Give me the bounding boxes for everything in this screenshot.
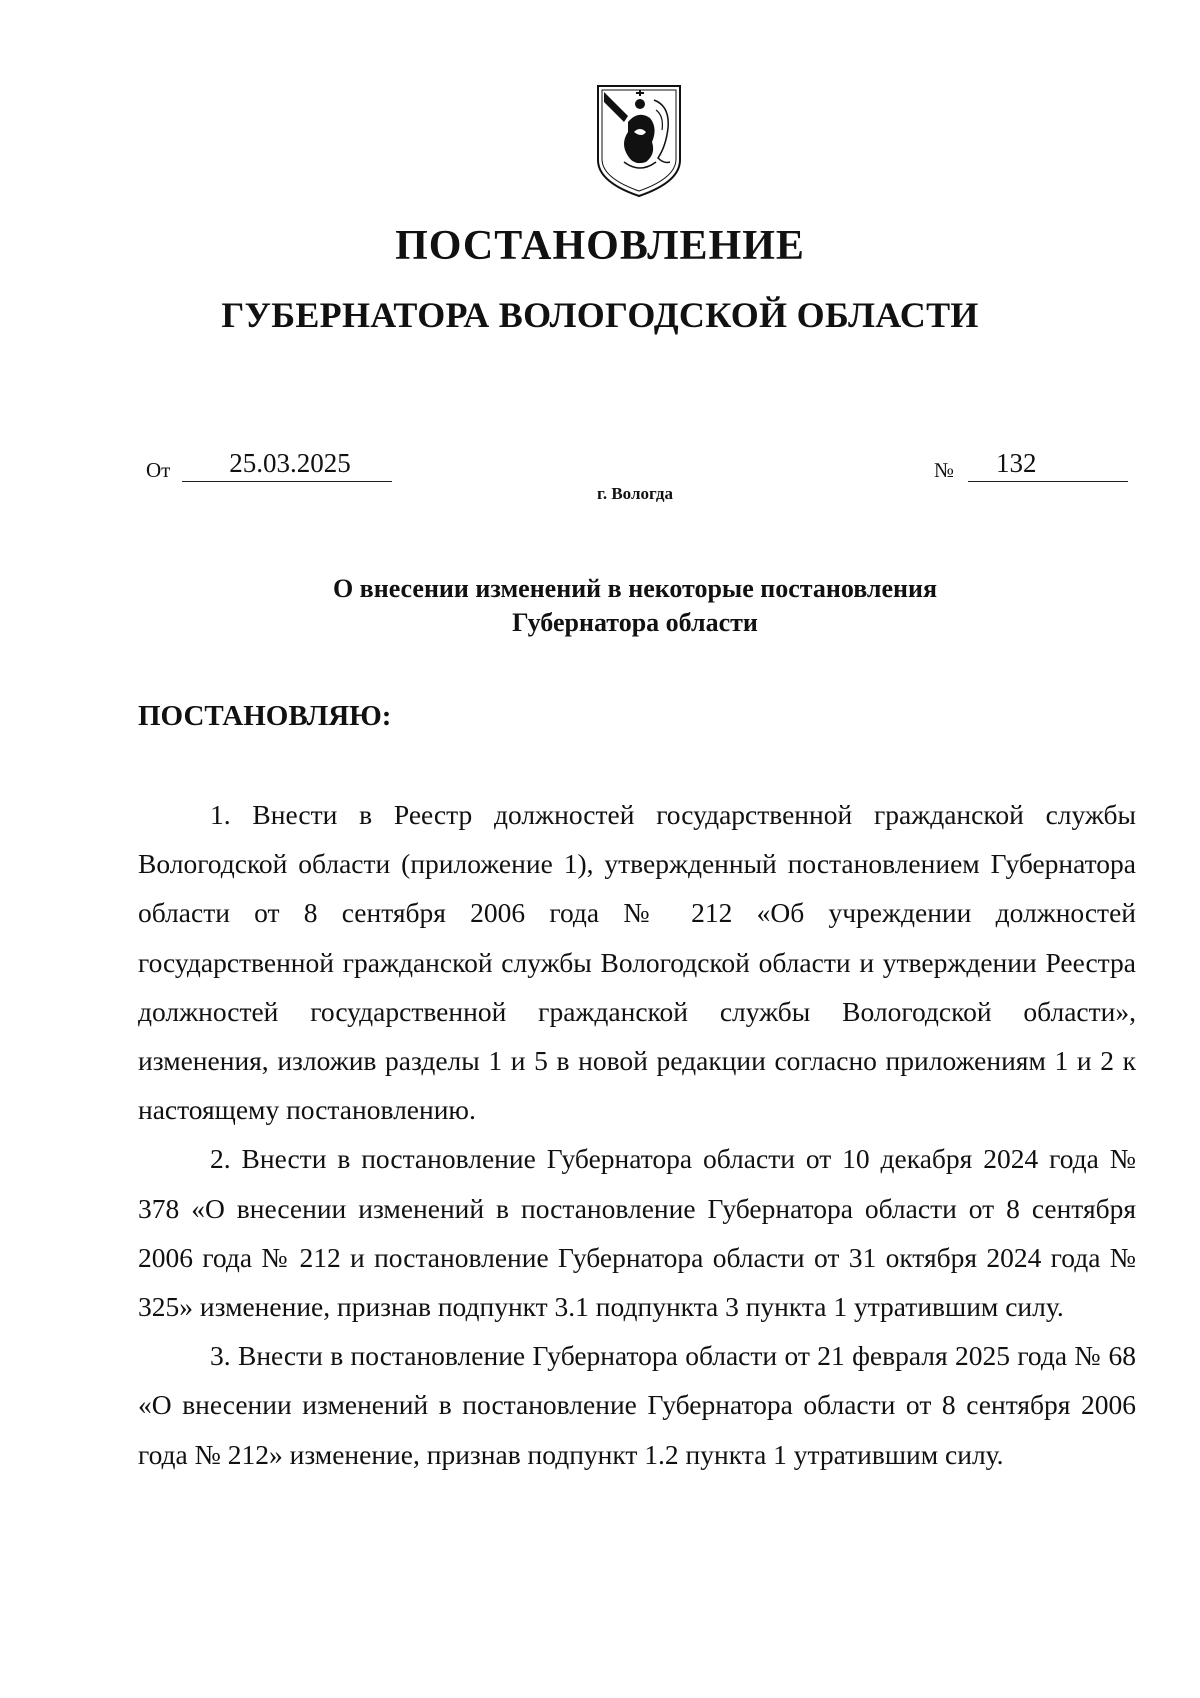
subject-line-2: Губернатора области (512, 608, 758, 637)
decree-heading: ПОСТАНОВЛЯЮ: (138, 700, 392, 732)
paragraph-3: 3. Внести в постановление Губернатора области от 21 февраля 2025 года № 68 «О внесении изменений в постановление Губернатора области от 8 сентября 2006 года № 212» изменение, признав подпункт 1.2 пункта 1 утратившим силу. (138, 1340, 1136, 1470)
document-body (138, 790, 1136, 1479)
document-subtitle: ГУБЕРНАТОРА ВОЛОГОДСКОЙ ОБЛАСТИ (221, 295, 979, 335)
document-subject (0, 572, 1200, 640)
date-value: 25.03.2025 (182, 448, 392, 482)
date-label: От (146, 458, 171, 482)
paragraph-2: 2. Внести в постановление Губернатора области от 10 декабря 2024 года № 378 «О внесении изменений в постановление Губернатора области от 8 сентября 2006 года № 212 и постановление Губернатора области от 31 октября 2024 года № 325» изменение, признав подпункт 3.1 подпункта 3 пункта 1 утратившим силу. (138, 1143, 1136, 1323)
number-value: 132 (968, 448, 1128, 482)
paragraph-1: 1. Внести в Реестр должностей государственной гражданской службы Вологодской области (приложение 1), утвержденный постановлением Губернатора области от 8 сентября 2006 года № 212 «Об учреждении должностей государственной гражданской службы Вологодской области и утверждении Реестра должностей государственной гражданской службы Вологодской области», изменения, изложив разделы 1 и 5 в новой редакции согласно приложениям 1 и 2 к настоящему постановлению. (138, 799, 1136, 1126)
document-title: ПОСТАНОВЛЕНИЕ (395, 223, 805, 269)
city-label: г. Вологда (597, 484, 673, 503)
coat-of-arms-icon (594, 82, 684, 200)
number-label: № (934, 458, 955, 482)
subject-line-1: О внесении изменений в некоторые постановления (332, 574, 938, 603)
